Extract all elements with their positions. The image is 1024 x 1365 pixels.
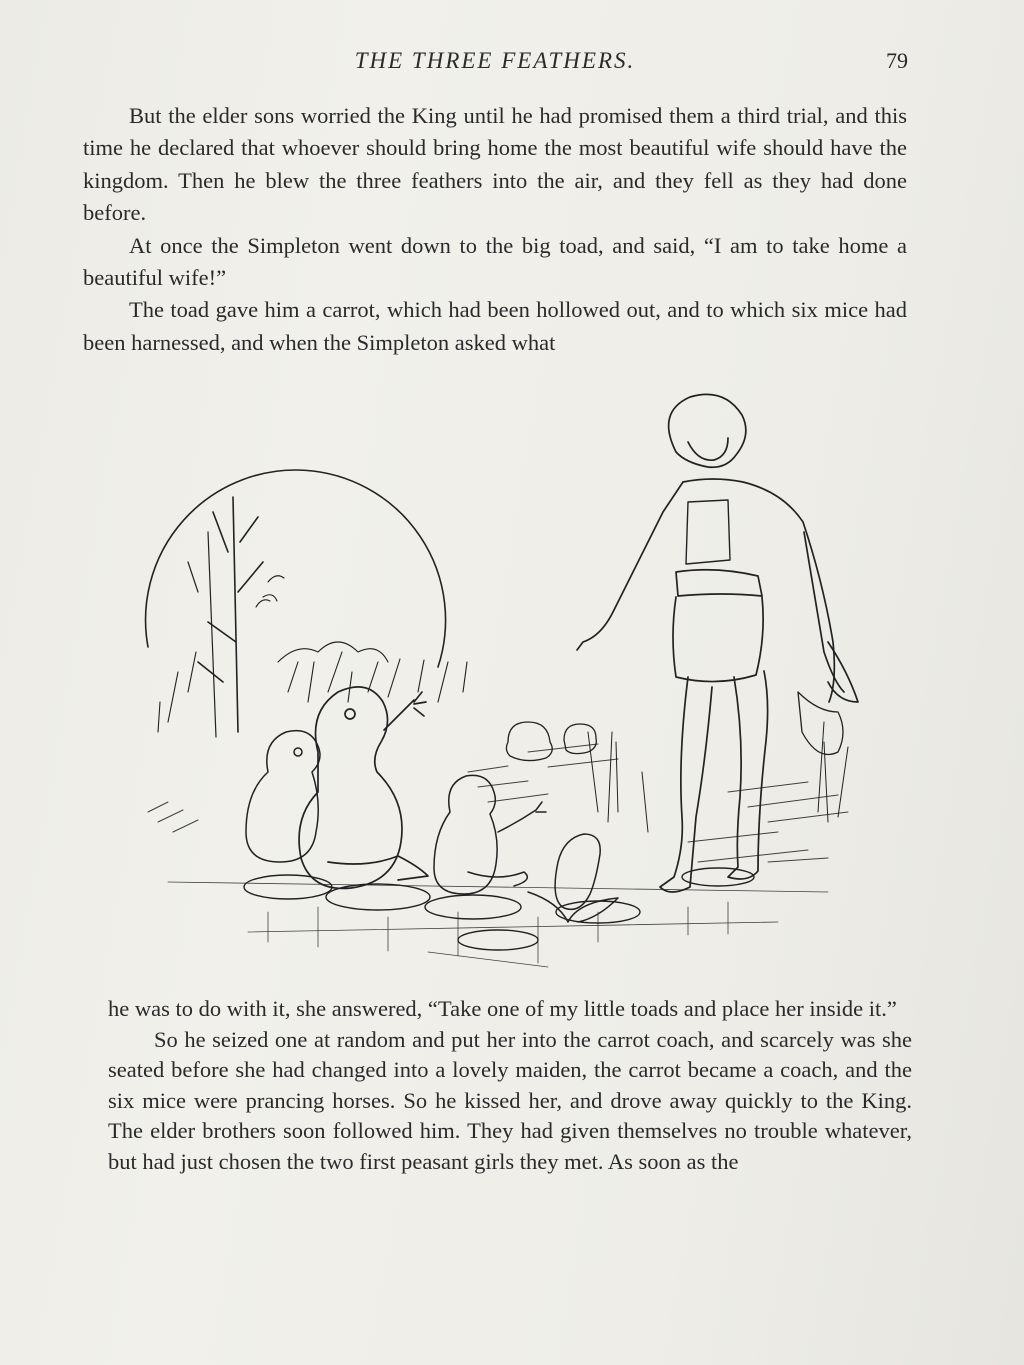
- paragraph: But the elder sons worried the King until he had promised them a third trial, and this time he declared that whoever should bring home the most beautiful wife should have the kingdom. Then he blew the three feathers into the air, and they fell as they had done before.: [83, 103, 907, 226]
- paragraph: At once the Simpleton went down to the big toad, and said, “I am to take home a beautiful wife!”: [83, 232, 907, 291]
- body-text-top: [83, 100, 907, 359]
- running-title: THE THREE FEATHERS.: [354, 48, 636, 73]
- body-text-bottom: [108, 994, 912, 1178]
- paragraph: The toad gave him a carrot, which had been hollowed out, and to which six mice had been harnessed, and when the Simpleton asked what: [83, 297, 907, 355]
- paragraph: he was to do with it, she answered, “Take one of my little toads and place her inside it.”: [108, 996, 897, 1021]
- page-number: 79: [886, 48, 908, 73]
- engraving-simpleton-with-toads-icon: [128, 392, 868, 974]
- paragraph: So he seized one at random and put her into the carrot coach, and scarcely was she seated before she had changed into a lovely maiden, the carrot became a coach, and the six mice were prancing horses. So he kissed her, and drove away quickly to the King. The elder brothers soon followed him. They had given themselves no trouble whatever, but had just chosen the two first peasant girls they met. As soon as the: [108, 1026, 912, 1174]
- page-header: [80, 48, 910, 78]
